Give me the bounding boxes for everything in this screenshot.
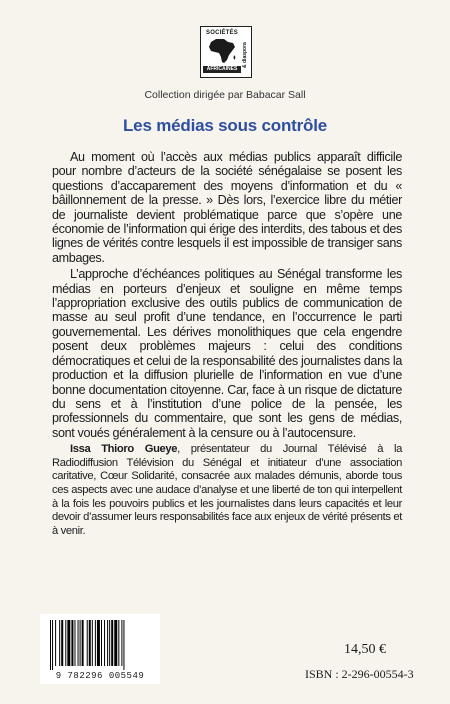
barcode-bars [48, 620, 152, 670]
africa-map-icon [207, 38, 237, 64]
barcode-bar [118, 620, 119, 666]
barcode [40, 614, 160, 684]
barcode-number: 9 782296 005549 [55, 671, 145, 681]
barcode-bar [121, 620, 122, 666]
barcode-bar [67, 620, 70, 666]
barcode-bar [92, 620, 93, 666]
barcode-bar [123, 620, 124, 670]
logo-bottom-text: AFRICAINES [203, 66, 241, 73]
barcode-bar [109, 620, 110, 666]
barcode-bar [74, 620, 75, 666]
author-bio [52, 443, 402, 538]
paragraph-2: L’approche d’échéances politiques au Sénégal transforme les médias en porteurs d’enjeux et souligne en même temps l’appropriation exclusive des outils publics de communication de masse au seul profit d’une tendance, en l’occurrence le parti gouvernemental. Les dérives monolithiques que cela engendre posent deux problèmes majeurs : celui des conditions démocratiques et celui de la responsabilité des journalistes dans la production et la diffusion plurielle de l’information en vue d’une bonne documentation citoyenne. Car, face à un risque de dictature du sens et à l’institution d’une police de la pensée, les professionnels du commentaire, que sont les gens de médias, sont voués généralement à la censure ou à l’autocensure. [52, 267, 402, 440]
barcode-bar [52, 620, 53, 670]
author-bio-text: , présentateur du Journal Télévisé à la Radiodiffusion Télévision du Sénégal et initiateur d’une association caritative, Cœur Solidarité, consacrée aux malades démunis, aborde tous ces aspects avec une audace d’analyse et une liberté de ton qui interpellent à la fois les pouvoirs publics et les journalistes dans leurs capacités et leur devoir d’assumer leurs responsabilités face aux enjeux de vérité présents et à venir. [52, 443, 402, 537]
barcode-bar [97, 620, 100, 666]
barcode-bar [104, 620, 105, 666]
author-name: Issa Thioro Gueye [70, 443, 178, 456]
barcode-bar [65, 620, 66, 666]
barcode-bar [78, 620, 79, 666]
barcode-bar [80, 620, 81, 666]
barcode-bar [107, 620, 108, 666]
barcode-bar [59, 620, 60, 666]
barcode-bar [89, 620, 91, 666]
barcode-bar [101, 620, 102, 666]
paragraph-1: Au moment où l’accès aux médias publics apparaît difficile pour nombre d’acteurs de la société sénégalaise se posent les questions d’accaparement des moyens d’information et du « bâillonnement de la presse. » Dès lors, l’exercice libre du métier de journaliste devient problématique parce que s’opère une économie de l’information qui érige des interdits, des tabous et des lignes de vérités contre lesquels il est impossible de transiger sans ambages. [52, 150, 402, 265]
logo-top-text: SOCIÉTÉS [206, 30, 238, 36]
barcode-bar [111, 620, 113, 666]
logo-side-text: & diaspora [242, 42, 248, 68]
barcode-bar [61, 620, 63, 666]
price: 14,50 € [344, 642, 386, 657]
isbn: ISBN : 2-296-00554-3 [305, 667, 414, 681]
publisher-logo [200, 26, 252, 78]
barcode-bar [71, 620, 73, 666]
back-cover-text [52, 150, 402, 540]
barcode-bar [87, 620, 88, 666]
barcode-bar [82, 620, 84, 666]
book-title: Les médias sous contrôle [123, 116, 327, 135]
barcode-bar [55, 620, 56, 666]
barcode-bar [50, 620, 51, 670]
collection-credit: Collection dirigée par Babacar Sall [144, 89, 306, 101]
barcode-bar [114, 620, 117, 666]
barcode-bar [95, 620, 96, 666]
